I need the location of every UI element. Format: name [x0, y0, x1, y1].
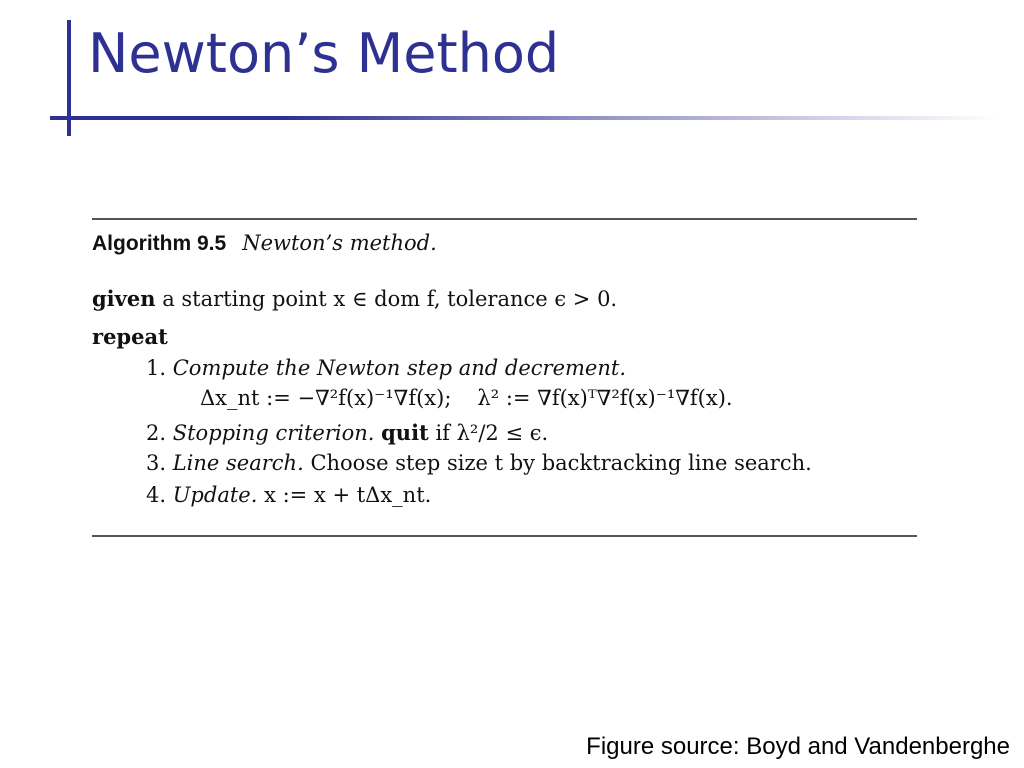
given-text: a starting point x ∈ dom f, tolerance ϵ > 0. — [162, 287, 618, 311]
algorithm-top-rule — [92, 218, 917, 220]
algorithm-bottom-rule — [92, 535, 917, 537]
step-text: x := x + tΔx_nt. — [264, 483, 432, 507]
given-keyword: given — [92, 286, 156, 311]
algorithm-repeat-line — [92, 326, 168, 348]
slide-title: Newton’s Method — [88, 22, 560, 85]
figure-source-footer: Figure source: Boyd and Vandenberghe — [586, 733, 1010, 760]
repeat-keyword: repeat — [92, 324, 168, 349]
algorithm-step-3 — [146, 453, 812, 474]
step-number: 2. — [146, 421, 167, 445]
algorithm-name: Newton’s method. — [242, 231, 437, 255]
algorithm-step-4 — [146, 485, 431, 506]
newton-decrement-formula: λ² := ∇f(x)ᵀ∇²f(x)⁻¹∇f(x). — [477, 386, 733, 410]
step-title: Line search. — [172, 451, 304, 475]
algorithm-step-1-formula — [200, 388, 733, 409]
step-title: Update. — [172, 483, 258, 507]
step-number: 1. — [146, 356, 167, 380]
algorithm-step-1 — [146, 358, 626, 379]
step-title: Stopping criterion. — [172, 421, 375, 445]
step-number: 4. — [146, 483, 167, 507]
algorithm-header — [92, 233, 437, 254]
algorithm-label: Algorithm 9.5 — [92, 232, 227, 255]
step-text: Choose step size t by backtracking line search. — [310, 451, 812, 475]
quit-keyword: quit — [381, 420, 429, 445]
step-text: if λ²/2 ≤ ϵ. — [435, 421, 549, 445]
algorithm-given-line — [92, 288, 617, 310]
title-accent-horizontal-line — [50, 116, 1000, 120]
step-title: Compute the Newton step and decrement. — [172, 356, 626, 380]
newton-step-formula: Δx_nt := −∇²f(x)⁻¹∇f(x); — [200, 386, 452, 410]
step-number: 3. — [146, 451, 167, 475]
algorithm-step-2 — [146, 422, 548, 444]
